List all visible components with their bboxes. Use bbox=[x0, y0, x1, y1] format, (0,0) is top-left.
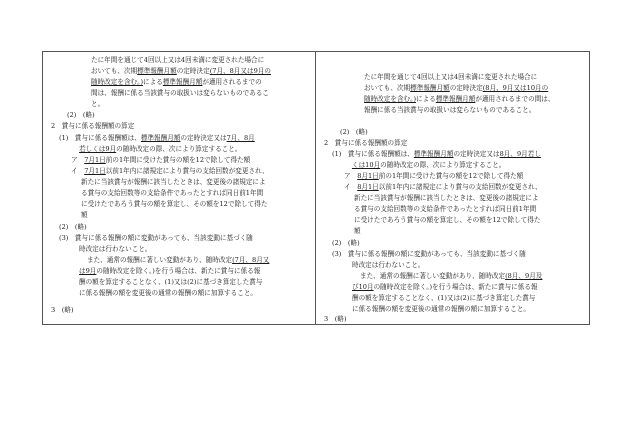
left-section-2-title: 2 賞与に係る報酬額の算定 bbox=[51, 122, 135, 130]
right-column bbox=[316, 52, 588, 324]
right-sub2: (2) (略) bbox=[332, 239, 360, 247]
right-item-a: ア 8月1日前の1年間に受けた賞与の額を12で除して得た額 bbox=[344, 172, 524, 180]
left-sub2: (2) (略) bbox=[59, 223, 87, 231]
left-para1-line4: 間は、報酬に係る当該賞与の取扱いは変らないものであるこ bbox=[91, 89, 270, 97]
left-para1-line1: たに年間を通じて4回以上又は4回未満に変更された場合に bbox=[91, 56, 265, 64]
right-sub1-line2: くは10月の随時改定の際、次により算定すること。 bbox=[352, 161, 506, 169]
left-item-a: ア 7月1日前の1年間に受けた賞与の額を12で除して得た額 bbox=[71, 156, 251, 164]
left-para1-line2: おいても、次期標準報酬月額の定時決定(7月、8月又は9月の bbox=[91, 67, 272, 75]
left-sub1-line2: 若しくは9月の随時改定の際、次により算定すること。 bbox=[79, 145, 242, 153]
right-sub3-line3: また、通常の報酬に著しい変動があり、随時改定(8月、9月及 bbox=[360, 272, 543, 280]
left-para1-line3: 随時改定を含む。)による標準報酬月額が適用されるまでの bbox=[91, 78, 262, 86]
left-item-i-line5: 額 bbox=[81, 211, 88, 219]
left-para1-line5: と。 bbox=[91, 100, 105, 108]
left-section-3: 3 (略) bbox=[51, 306, 74, 314]
right-para1-line2: おいても、次期標準報酬月額の定時決定(8月、9月又は10月の bbox=[364, 84, 549, 92]
left-item-i-line4: に受けたであろう賞与の額を算定し、その額を12で除して得た bbox=[81, 200, 268, 208]
left-sub3-line3: また、通常の報酬に著しい変動があり、随時改定(7月、8月又 bbox=[87, 256, 270, 264]
right-para1-line1: たに年間を通じて4回以上又は4回未満に変更された場合に bbox=[364, 73, 538, 81]
right-sub3-line1: (3) 賞与に係る報酬の額に変動があっても、当該変動に基づく随 bbox=[332, 250, 526, 258]
right-section-3: 3 (略) bbox=[324, 315, 347, 323]
left-item-i-line2: 新たに当該賞与が報酬に該当したときは、変更後の諸規定によ bbox=[81, 178, 266, 186]
left-sub3-line4: は9月の随時改定を除く。)を行う場合は、新たに賞与に係る報 bbox=[79, 267, 261, 275]
comparison-table bbox=[42, 51, 590, 325]
left-sub3-line6: に係る報酬の額を変更後の通常の報酬の額に加算すること。 bbox=[79, 289, 258, 297]
right-sub3-line5: 酬の額を算定することなく、(1)又は(2)に基づき算定した賞与 bbox=[352, 294, 536, 302]
left-item-2: (2) (略) bbox=[67, 111, 95, 119]
right-item-2: (2) (略) bbox=[340, 128, 368, 136]
left-column bbox=[43, 52, 315, 324]
right-section-2-title: 2 賞与に係る報酬額の算定 bbox=[324, 139, 408, 147]
right-item-i-line4: に受けたであろう賞与の額を算定し、その額を12で除して得た bbox=[354, 216, 541, 224]
right-sub3-line2: 時改定は行わないこと。 bbox=[352, 261, 425, 269]
right-item-i-line1: イ 8月1日以前1年内に諸規定により賞与の支給回数が変更され、 bbox=[344, 183, 542, 191]
right-sub1-line1: (1) 賞与に係る報酬額は、標準報酬月額の定時決定又は8月、9月若し bbox=[332, 150, 541, 158]
right-sub3-line4: び10月の随時改定を除く。)を行う場合は、新たに賞与に係る報 bbox=[352, 283, 538, 291]
right-item-i-line3: る賞与の支給回数等の支給条件であったとすれば同日前1年間 bbox=[354, 205, 537, 213]
left-sub3-line5: 酬の額を算定することなく、(1)又は(2)に基づき算定した賞与 bbox=[79, 278, 263, 286]
left-sub3-line2: 時改定は行わないこと。 bbox=[79, 245, 152, 253]
left-sub3-line1: (3) 賞与に係る報酬の額に変動があっても、当該変動に基づく随 bbox=[59, 234, 253, 242]
left-item-i-line3: る賞与の支給回数等の支給条件であったとすれば同日前1年間 bbox=[81, 189, 264, 197]
left-item-i-line1: イ 7月1日以前1年内に諸規定により賞与の支給回数が変更され、 bbox=[71, 167, 269, 175]
right-para1-line4: 報酬に係る当該賞与の取扱いは変らないものであること。 bbox=[364, 106, 536, 114]
right-item-i-line2: 新たに当該賞与が報酬に該当したときは、変更後の諸規定によ bbox=[354, 194, 539, 202]
right-item-i-line5: 額 bbox=[354, 227, 361, 235]
right-para1-line3: 随時改定を含む。)による標準報酬月額が適用されるまでの間は、 bbox=[364, 95, 555, 103]
left-sub1-line1: (1) 賞与に係る報酬額は、標準報酬月額の定時決定又は7月、8月 bbox=[59, 134, 255, 142]
right-sub3-line6: に係る報酬の額を変更後の通常の報酬の額に加算すること。 bbox=[352, 305, 531, 313]
